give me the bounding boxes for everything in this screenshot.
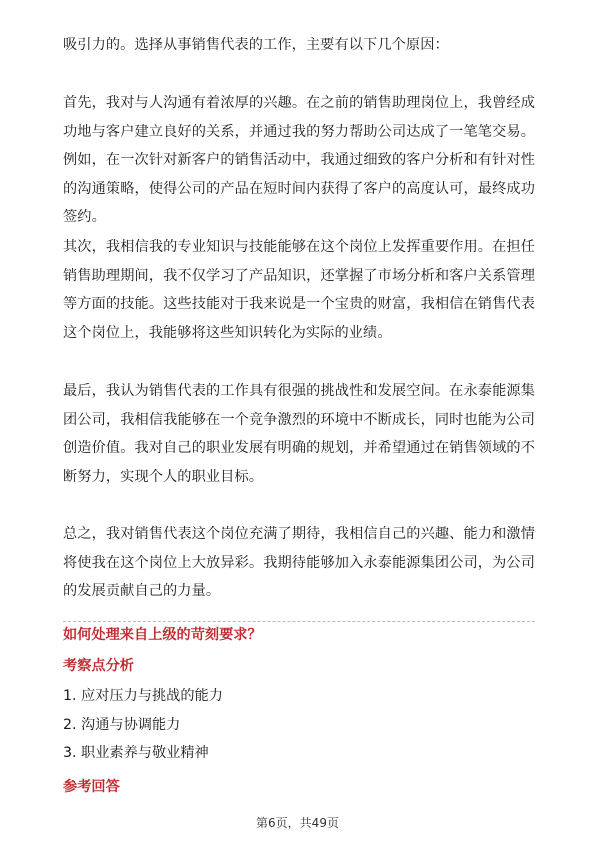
page-number: 第6页，共49页 [256, 816, 339, 830]
list-item: 2. 沟通与协调能力 [63, 716, 181, 733]
paragraph-third-reason: 最后，我认为销售代表的工作具有很强的挑战性和发展空间。在永泰能源集团公司，我相信我能够在一个竞争激烈的环境中不断成长，同时也能为公司创造价值。我对自己的职业发展有明确的规划，并希望通过在销售领域的不断努力，实现个人的职业目标。 [63, 383, 535, 485]
section-divider [63, 621, 535, 622]
paragraph-conclusion: 总之，我对销售代表这个岗位充满了期待，我相信自己的兴趣、能力和激情将使我在这个岗位上大放异彩。我期待能够加入永泰能源集团公司，为公司的发展贡献自己的力量。 [63, 526, 535, 599]
question-title: 如何处理来自上级的苛刻要求？ [63, 627, 262, 643]
analysis-point-list [63, 682, 223, 768]
list-item: 1. 应对压力与挑战的能力 [63, 688, 223, 704]
list-item: 3. 职业素养与敬业精神 [63, 745, 209, 761]
answer-heading: 参考回答 [63, 779, 120, 795]
paragraph-first-reason: 首先，我对与人沟通有着浓厚的兴趣。在之前的销售助理岗位上，我曾经成功地与客户建立良好的关系，并通过我的努力帮助公司达成了一笔笔交易。例如，在一次针对新客户的销售活动中，我通过细致的客户分析和有针对性的沟通策略，使得公司的产品在短时间内获得了客户的高度认可，最终成功签约。 [63, 95, 535, 225]
paragraph-second-reason: 其次，我相信我的专业知识与技能能够在这个岗位上发挥重要作用。在担任销售助理期间，我不仅学习了产品知识，还掌握了市场分析和客户关系管理等方面的技能。这些技能对于我来说是一个宝贵的财富，我相信在销售代表这个岗位上，我能够将这些知识转化为实际的业绩。 [63, 239, 535, 341]
analysis-heading: 考察点分析 [63, 658, 134, 674]
intro-paragraph: 吸引力的。选择从事销售代表的工作，主要有以下几个原因： [63, 37, 449, 53]
